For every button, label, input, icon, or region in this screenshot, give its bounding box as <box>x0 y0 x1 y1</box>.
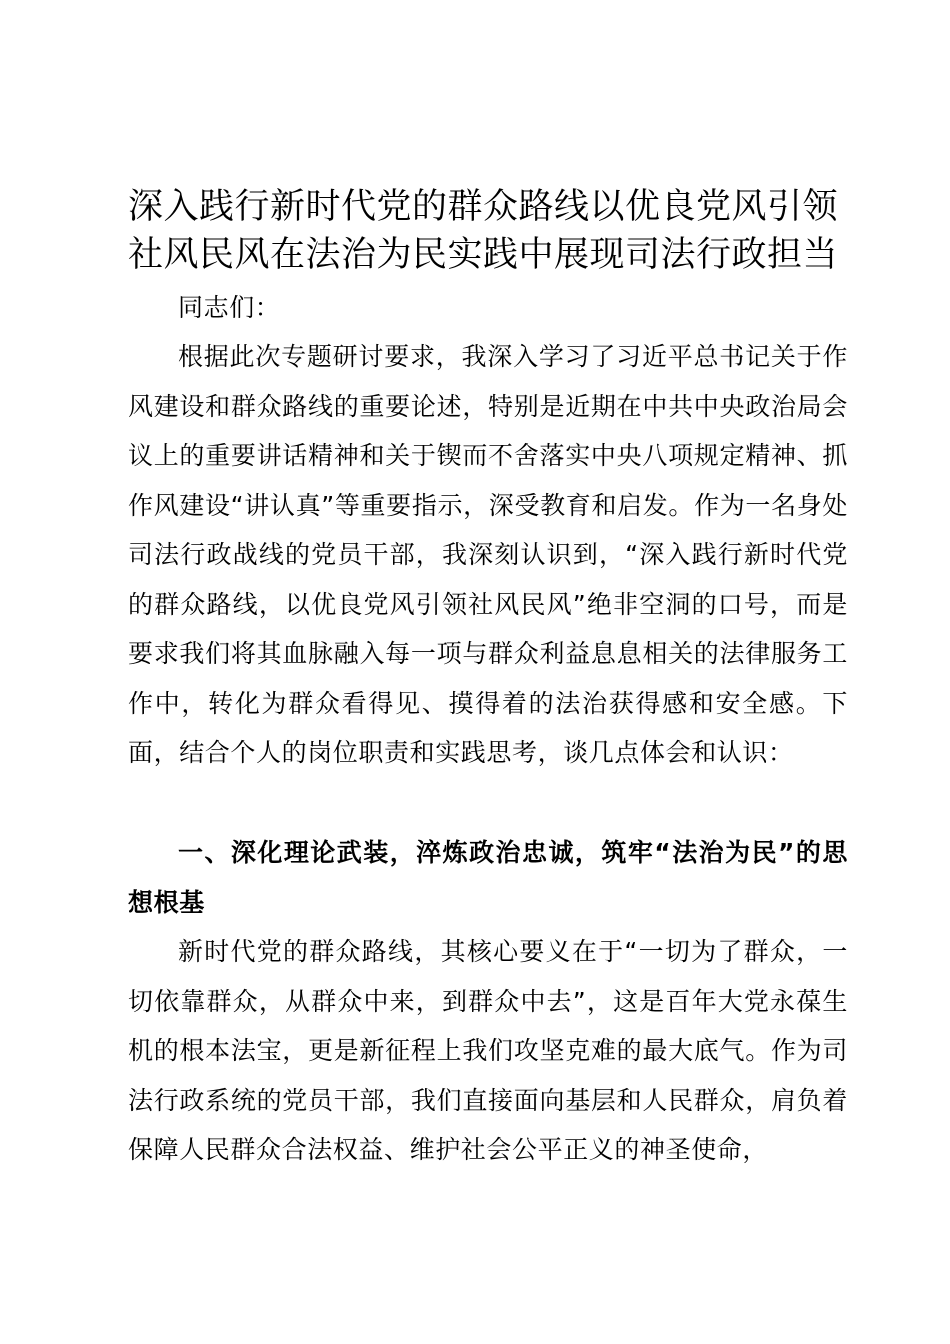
title-line-2: 社风民风在法治为民实践中展现司法行政担当 <box>128 235 839 275</box>
document-title <box>128 183 848 279</box>
salutation: 同志们： <box>178 293 281 322</box>
section-heading-1: 一、深化理论武装，淬炼政治忠诚，筑牢“法治为民”的思想根基 <box>128 838 848 917</box>
section-1-paragraph: 新时代党的群众路线，其核心要义在于“一切为了群众，一切依靠群众，从群众中来，到群众中去”，这是百年大党永葆生机的根本法宝，更是新征程上我们攻坚克难的最大底气。作为司法行政系统的党员干部，我们直接面向基层和人民群众，肩负着保障人民群众合法权益、维护社会公平正义的神圣使命， <box>128 937 848 1164</box>
title-line-1: 深入践行新时代党的群众路线以优良党风引领 <box>128 187 839 227</box>
intro-paragraph: 根据此次专题研讨要求，我深入学习了习近平总书记关于作风建设和群众路线的重要论述，特别是近期在中共中央政治局会议上的重要讲话精神和关于锲而不舍落实中央八项规定精神、抓作风建设“讲认真”等重要指示，深受教育和启发。作为一名身处司法行政战线的党员干部，我深刻认识到，“深入践行新时代党的群众路线，以优良党风引领社风民风”绝非空洞的口号，而是要求我们将其血脉融入每一项与群众利益息息相关的法律服务工作中，转化为群众看得见、摸得着的法治获得感和安全感。下面，结合个人的岗位职责和实践思考，谈几点体会和认识： <box>128 342 848 767</box>
